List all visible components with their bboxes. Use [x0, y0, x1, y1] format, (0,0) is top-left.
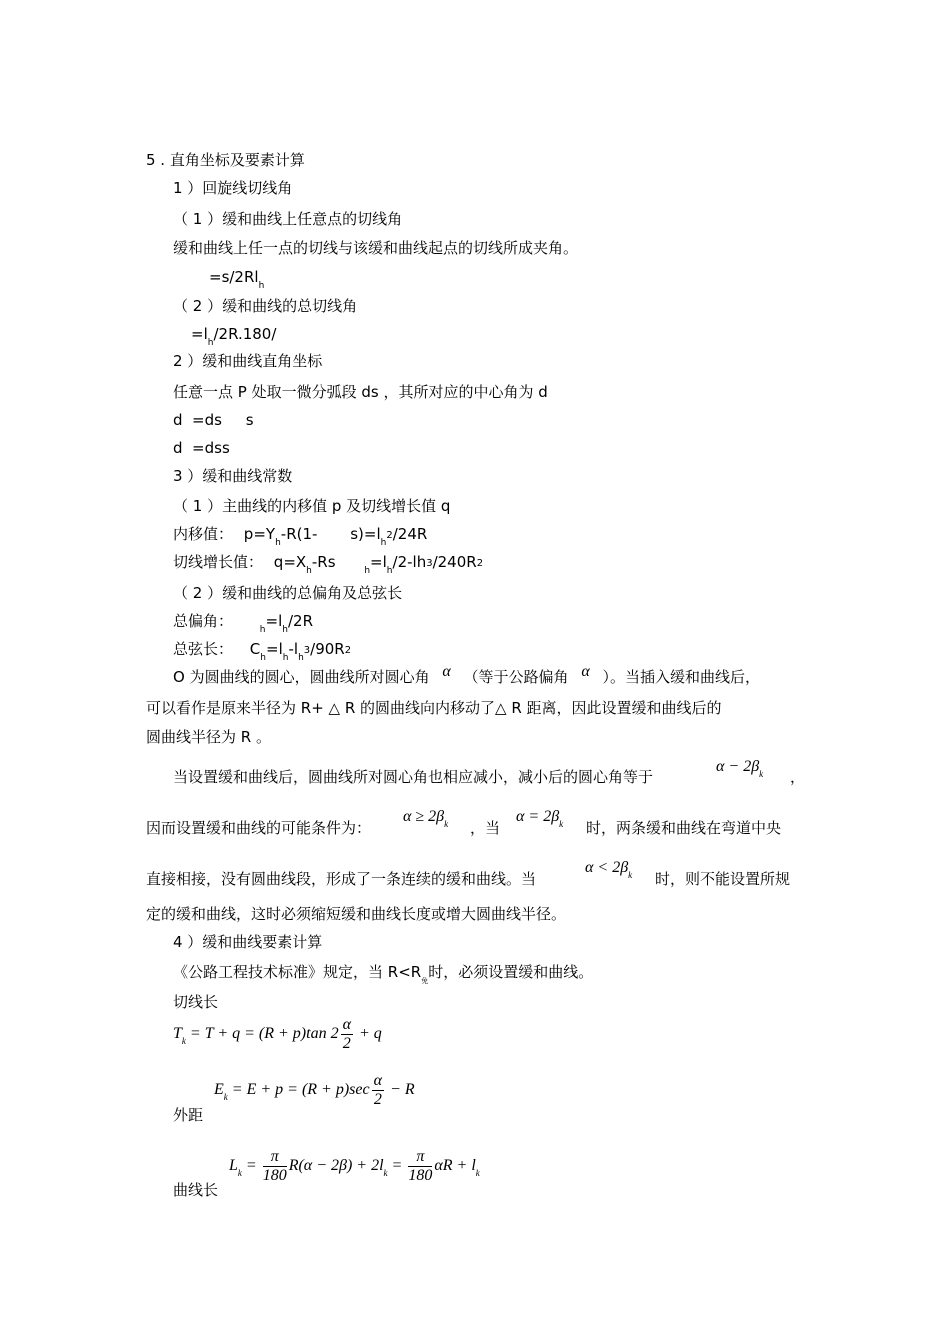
- formula-curve-length: [229, 1148, 480, 1185]
- formula-text: s: [350, 525, 359, 543]
- math-alpha-lt-2beta: [585, 858, 632, 879]
- tangent-length-label: 切线长: [173, 993, 219, 1011]
- paragraph-2-line-2a: 因而设置缓和曲线的可能条件为：: [146, 819, 372, 837]
- formula-point-tangent-angle: [209, 267, 264, 290]
- tangent-angle-description: 缓和曲线上任一点的切线与该缓和曲线起点的切线所成夹角。: [173, 239, 579, 257]
- subscript: h: [275, 538, 281, 548]
- text: 时，必须设置缓和曲线。: [428, 963, 594, 981]
- paragraph-1-line-2: 可以看作是原来半径为 R+ △ R 的圆曲线向内移动了△ R 距离，因此设置缓和曲线后的: [146, 699, 722, 717]
- formula-text: =l: [191, 325, 208, 343]
- subscript: k: [181, 1036, 186, 1047]
- denominator: 2: [342, 1035, 351, 1052]
- subscript: h: [282, 625, 288, 635]
- math-text: E: [214, 1081, 224, 1099]
- paragraph-2-line-2b: ，当: [470, 819, 501, 837]
- subscript: h: [282, 653, 289, 663]
- subscript: h: [380, 538, 387, 548]
- formula-text: /2R.180/: [213, 325, 277, 343]
- fraction: [372, 1072, 384, 1109]
- paragraph-2-line-3a: 直接相接，没有圆曲线段，形成了一条连续的缓和曲线。当: [146, 870, 537, 888]
- denominator: 180: [262, 1167, 287, 1184]
- math-alpha-ge-2beta: [403, 807, 448, 828]
- paragraph-1-line-3: 圆曲线半径为 R 。: [146, 728, 271, 746]
- subscript: h: [207, 338, 214, 348]
- formula-text: -Rs: [311, 553, 336, 571]
- math-text: + q: [354, 1025, 382, 1043]
- text: 《公路工程技术标准》规定，当 R<R: [173, 963, 422, 981]
- paragraph-2-line-1: 当设置缓和曲线后，圆曲线所对圆心角也相应减小，减小后的圆心角等于: [173, 768, 654, 786]
- math-text: = T + q = (R + p)tan 2: [185, 1025, 339, 1043]
- subscript: h: [306, 566, 312, 576]
- formula-text: /240R: [432, 553, 477, 571]
- subscript: h: [364, 566, 371, 576]
- label: 总弦长：: [173, 640, 234, 658]
- math-text: T: [173, 1025, 182, 1043]
- formula-text: /2-lh: [392, 553, 427, 571]
- superscript: 2: [386, 530, 393, 541]
- superscript: 3: [426, 558, 433, 569]
- text: ）。当插入缓和曲线后，: [602, 668, 761, 686]
- subsection-3b-heading: （ 2 ）缓和曲线的总偏角及总弦长: [173, 584, 403, 602]
- fraction: [408, 1148, 432, 1185]
- formula-total-chord: [173, 639, 351, 662]
- math-alpha-minus-2beta: [716, 757, 763, 778]
- math-text: − R: [386, 1081, 415, 1099]
- subscript: h: [259, 625, 266, 635]
- standard-requirement: [173, 962, 593, 985]
- formula-text: )=l: [358, 525, 381, 543]
- formula-text: -R(1-: [280, 525, 318, 543]
- fraction: [341, 1016, 353, 1053]
- subscript: k: [559, 819, 564, 829]
- subsection-1a-heading: （ 1 ）缓和曲线上任意点的切线角: [173, 210, 403, 228]
- formula-text: /24R: [392, 525, 428, 543]
- formula-total-deflection: [173, 611, 313, 634]
- formula-text: =s/2Rl: [209, 268, 259, 286]
- formula-text: -l: [288, 640, 299, 658]
- curve-length-label: 曲线长: [173, 1181, 219, 1199]
- comma: ，: [790, 768, 806, 786]
- subscript: k: [628, 870, 633, 880]
- math-text: α − 2β: [716, 758, 760, 775]
- subscript: k: [444, 819, 449, 829]
- formula-text: C: [249, 640, 261, 658]
- subsection-1-heading: 1 ）回旋线切线角: [173, 179, 293, 197]
- numerator: α: [342, 1016, 351, 1033]
- subsection-3a-heading: （ 1 ）主曲线的内移值 p 及切线增长值 q: [173, 497, 451, 515]
- formula-shift-p: [173, 524, 427, 547]
- external-distance-label: 外距: [173, 1106, 204, 1124]
- subscript: k: [383, 1168, 388, 1179]
- superscript: 2: [344, 645, 352, 656]
- math-text: =: [241, 1157, 261, 1175]
- formula-increase-q: [173, 552, 483, 575]
- denominator: 180: [408, 1167, 433, 1184]
- formula-text: =l: [265, 612, 283, 630]
- numerator: π: [408, 1148, 432, 1167]
- subsection-1b-heading: （ 2 ）缓和曲线的总切线角: [173, 297, 358, 315]
- section-5-heading: 5 . 直角坐标及要素计算: [146, 151, 305, 169]
- math-text: =: [387, 1157, 407, 1175]
- math-text: R(α − 2β) + 2l: [288, 1157, 384, 1175]
- superscript: 2: [476, 558, 484, 569]
- alpha-symbol: α: [581, 663, 590, 680]
- formula-external-distance: [214, 1072, 415, 1109]
- label: 内移值：: [173, 525, 234, 543]
- subscript: h: [258, 281, 265, 291]
- subsection-4-heading: 4 ）缓和曲线要素计算: [173, 933, 323, 951]
- subscript: k: [475, 1168, 480, 1179]
- label: 切线增长值：: [173, 553, 264, 571]
- subscript: h: [298, 653, 304, 663]
- text: （等于公路偏角: [463, 668, 569, 686]
- subscript: h: [260, 653, 266, 663]
- math-text: L: [229, 1157, 238, 1175]
- paragraph-2-line-2c: 时，两条缓和曲线在弯道中央: [586, 819, 782, 837]
- math-text: α = 2β: [516, 808, 560, 825]
- math-text: α < 2β: [585, 859, 629, 876]
- formula-text: =l: [266, 640, 283, 658]
- alpha-symbol: α: [442, 663, 451, 680]
- formula-text: /2R: [287, 612, 314, 630]
- numerator: π: [263, 1148, 287, 1167]
- math-alpha-eq-2beta: [516, 807, 563, 828]
- math-text: α ≥ 2β: [403, 808, 445, 825]
- subscript: k: [759, 769, 764, 779]
- subsection-2-heading: 2 ）缓和曲线直角坐标: [173, 352, 323, 370]
- paragraph-1-line-1: [173, 663, 761, 688]
- formula-text: p=Y: [243, 525, 276, 543]
- formula-d-dss: d =dss: [173, 439, 230, 457]
- subscript: h: [386, 566, 393, 576]
- formula-text: /90R: [310, 640, 345, 658]
- superscript: 3: [303, 645, 311, 656]
- paragraph-2-line-3b: 时，则不能设置所规: [655, 870, 791, 888]
- label: 总偏角：: [173, 612, 234, 630]
- math-text: = E + p = (R + p)sec: [227, 1081, 370, 1099]
- formula-d-ds: d =ds s: [173, 411, 254, 429]
- formula-text: =l: [370, 553, 387, 571]
- subscript: k: [237, 1168, 242, 1179]
- subsection-3-heading: 3 ）缓和曲线常数: [173, 467, 293, 485]
- text: O 为圆曲线的圆心，圆曲线所对圆心角: [173, 668, 430, 686]
- subscript: k: [223, 1092, 228, 1103]
- formula-text: q=X: [273, 553, 307, 571]
- differential-arc-description: 任意一点 P 处取一微分弧段 ds ，其所对应的中心角为 d: [173, 383, 548, 401]
- fraction: [263, 1148, 287, 1185]
- denominator: 2: [373, 1091, 382, 1108]
- math-text: αR + l: [434, 1157, 476, 1175]
- numerator: α: [373, 1072, 383, 1089]
- subscript: 免: [421, 977, 429, 985]
- formula-tangent-length: [173, 1016, 382, 1053]
- formula-total-tangent-angle: [191, 324, 276, 347]
- paragraph-2-line-4: 定的缓和曲线，这时必须缩短缓和曲线长度或增大圆曲线半径。: [146, 905, 567, 923]
